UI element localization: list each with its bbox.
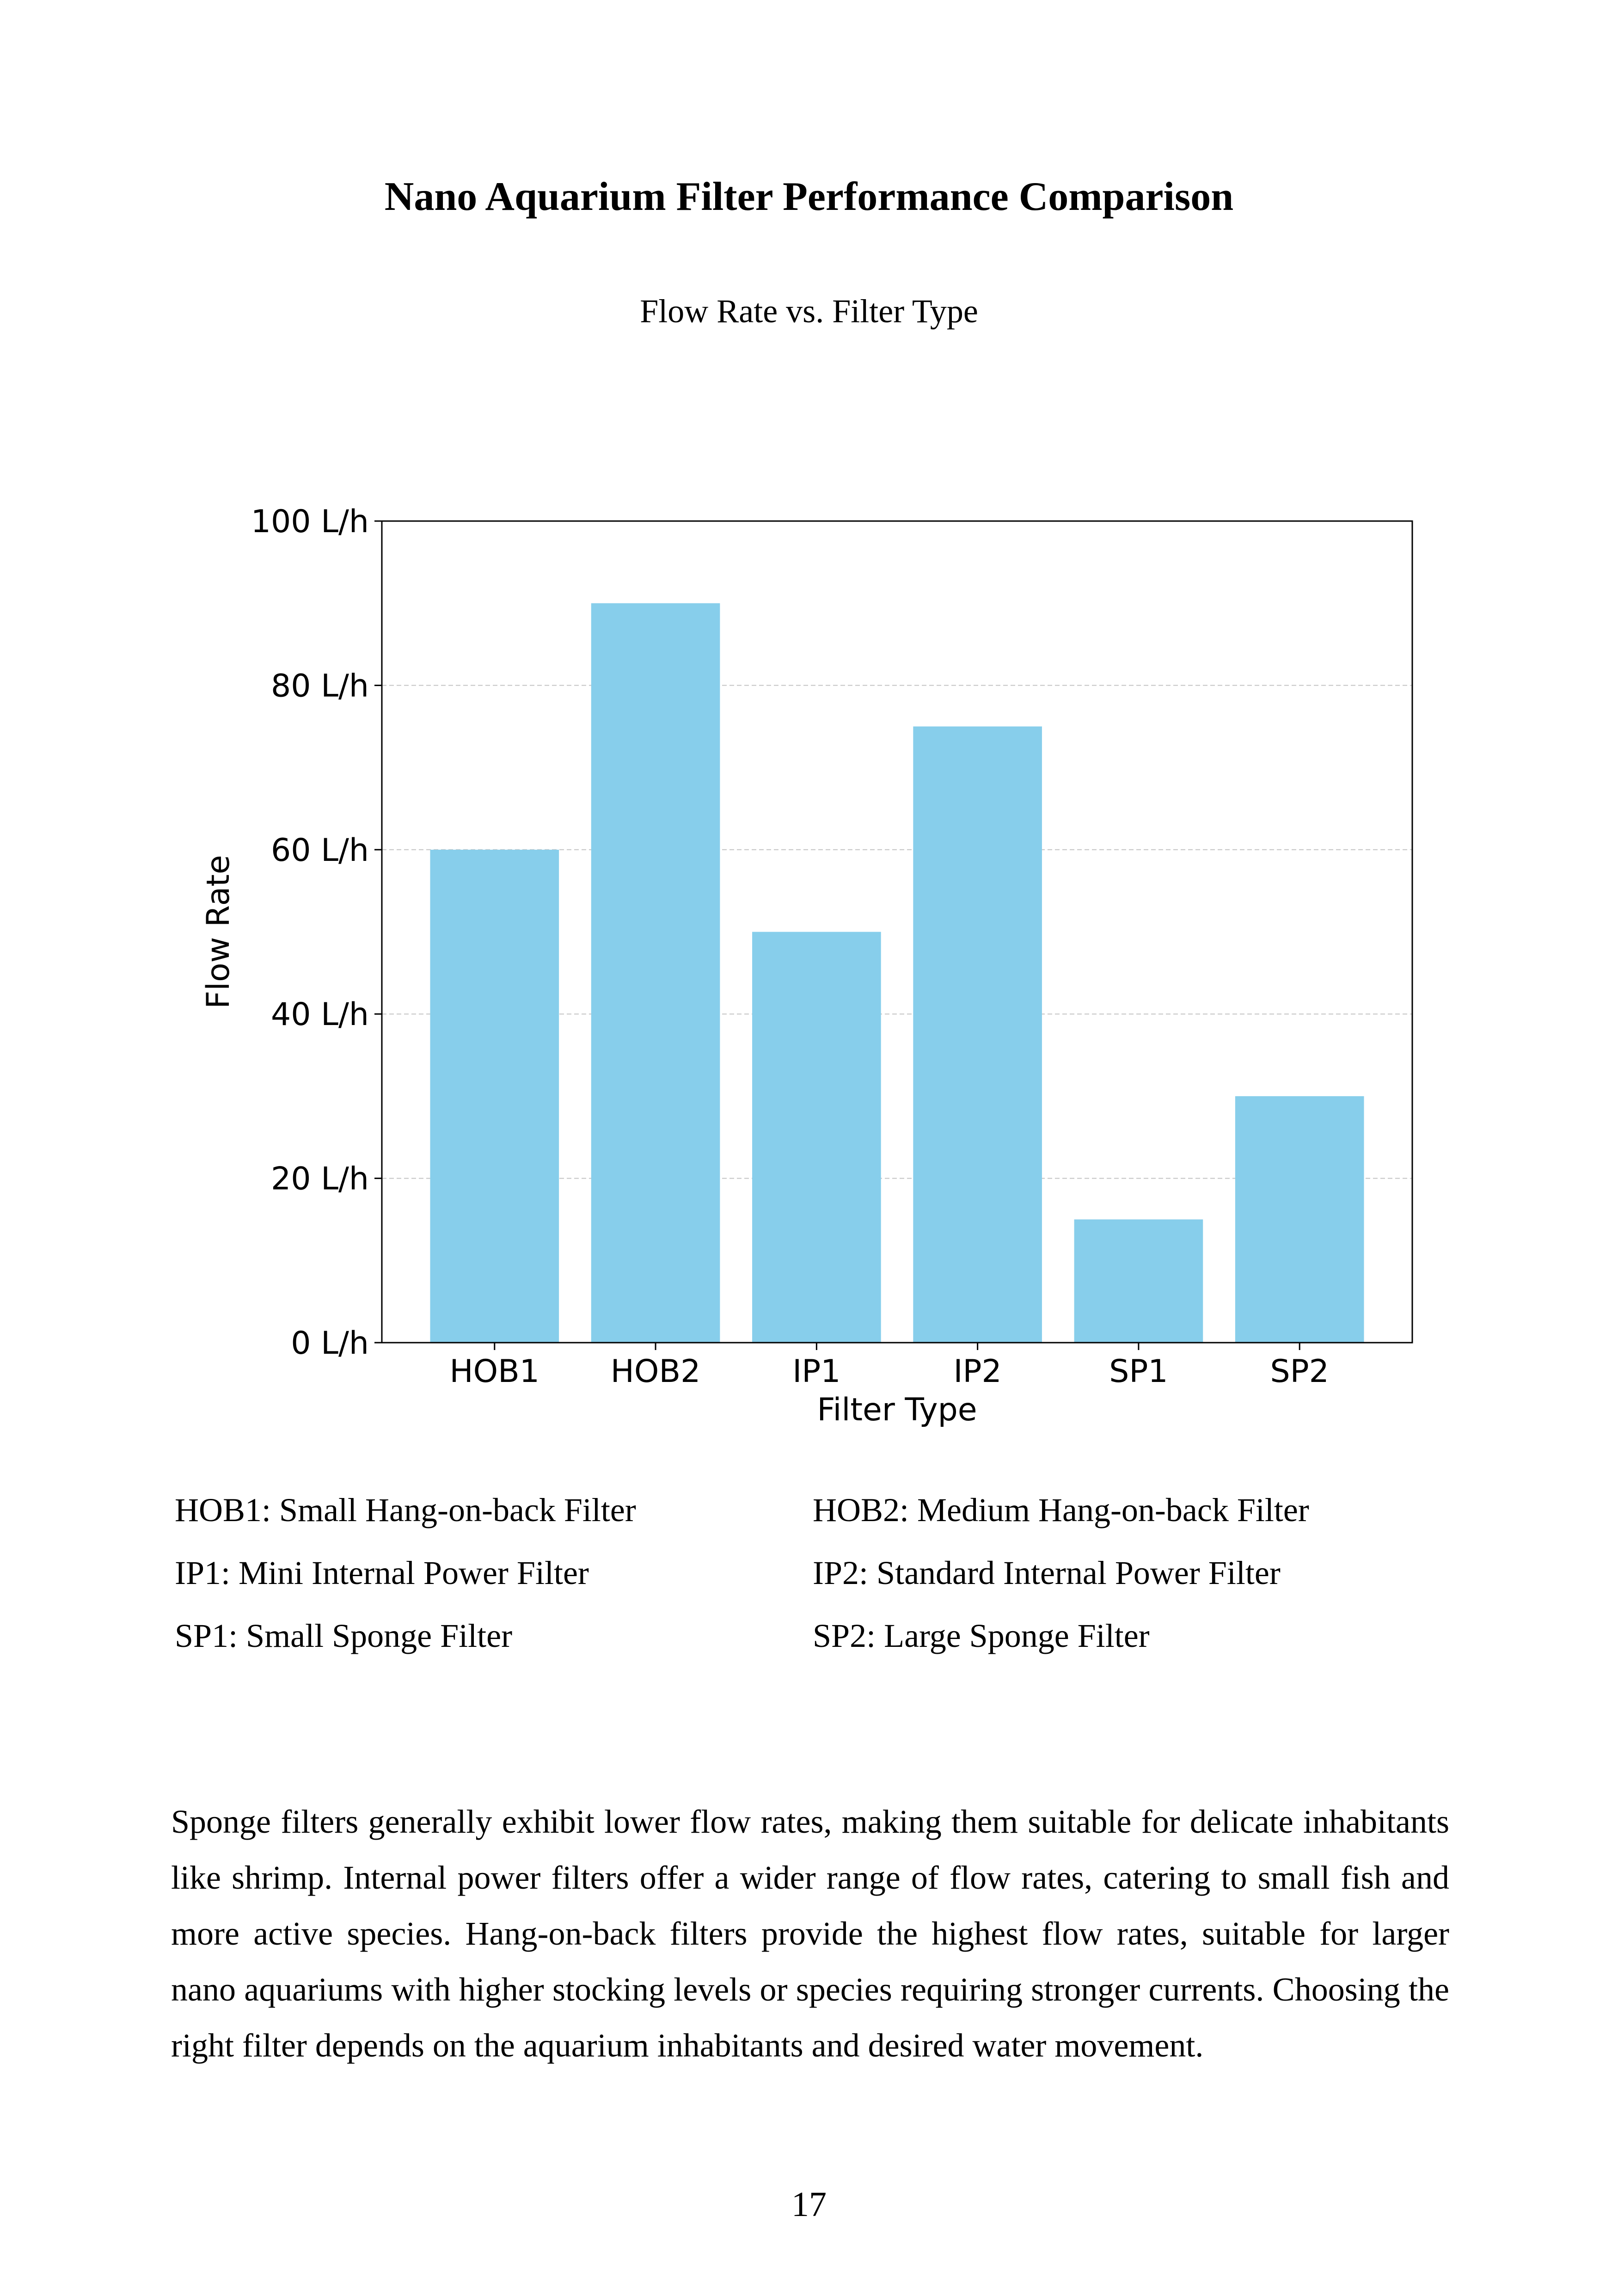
page-number: 17 <box>791 2185 827 2224</box>
x-tick-label: HOB2 <box>610 1353 701 1390</box>
legend-item: IP1: Mini Internal Power Filter <box>175 1554 589 1591</box>
bar-sp2 <box>1235 1096 1364 1343</box>
y-axis-label: Flow Rate <box>200 855 237 1009</box>
x-tick-label: SP2 <box>1270 1353 1329 1390</box>
bars <box>430 603 1364 1343</box>
legend-item: SP1: Small Sponge Filter <box>175 1617 513 1654</box>
chart-title: Nano Aquarium Filter Performance Comparison <box>384 174 1234 219</box>
y-tick-label: 100 L/h <box>251 503 369 540</box>
x-axis-label: Filter Type <box>817 1392 977 1428</box>
filter-legend <box>175 1492 1423 1654</box>
bar-hob2 <box>591 603 720 1343</box>
chart-subtitle: Flow Rate vs. Filter Type <box>640 293 978 330</box>
legend-item: HOB1: Small Hang-on-back Filter <box>175 1492 636 1529</box>
y-tick-label: 60 L/h <box>270 832 369 869</box>
y-tick-label: 0 L/h <box>291 1325 369 1362</box>
legend-item: SP2: Large Sponge Filter <box>813 1617 1150 1654</box>
x-tick-label: HOB1 <box>449 1353 540 1390</box>
bar-ip1 <box>752 932 881 1343</box>
y-tick-label: 80 L/h <box>270 668 369 705</box>
body-paragraph: Sponge filters generally exhibit lower flow rates, making them suitable for delicate inhabitants like shrimp. Internal power filters offer a wider range of flow rates, catering to small fish and more active species. Hang-on-back filters provide the highest flow rates, suitable for larger nano aquariums with higher stocking levels or species requiring stronger currents. Choosing the right filter depends on the aquarium inhabitants and desired water movement. <box>171 1803 1449 2064</box>
legend-item: HOB2: Medium Hang-on-back Filter <box>813 1492 1309 1529</box>
bar-hob1 <box>430 850 559 1343</box>
bar-chart <box>0 462 1618 1456</box>
x-tick-label: IP2 <box>953 1353 1002 1390</box>
bar-sp1 <box>1074 1219 1203 1343</box>
x-tick-label: IP1 <box>792 1353 841 1390</box>
y-tick-label: 40 L/h <box>270 996 369 1033</box>
bar-ip2 <box>913 726 1042 1343</box>
legend-item: IP2: Standard Internal Power Filter <box>813 1554 1281 1591</box>
y-tick-label: 20 L/h <box>270 1160 369 1197</box>
x-tick-label: SP1 <box>1109 1353 1168 1390</box>
